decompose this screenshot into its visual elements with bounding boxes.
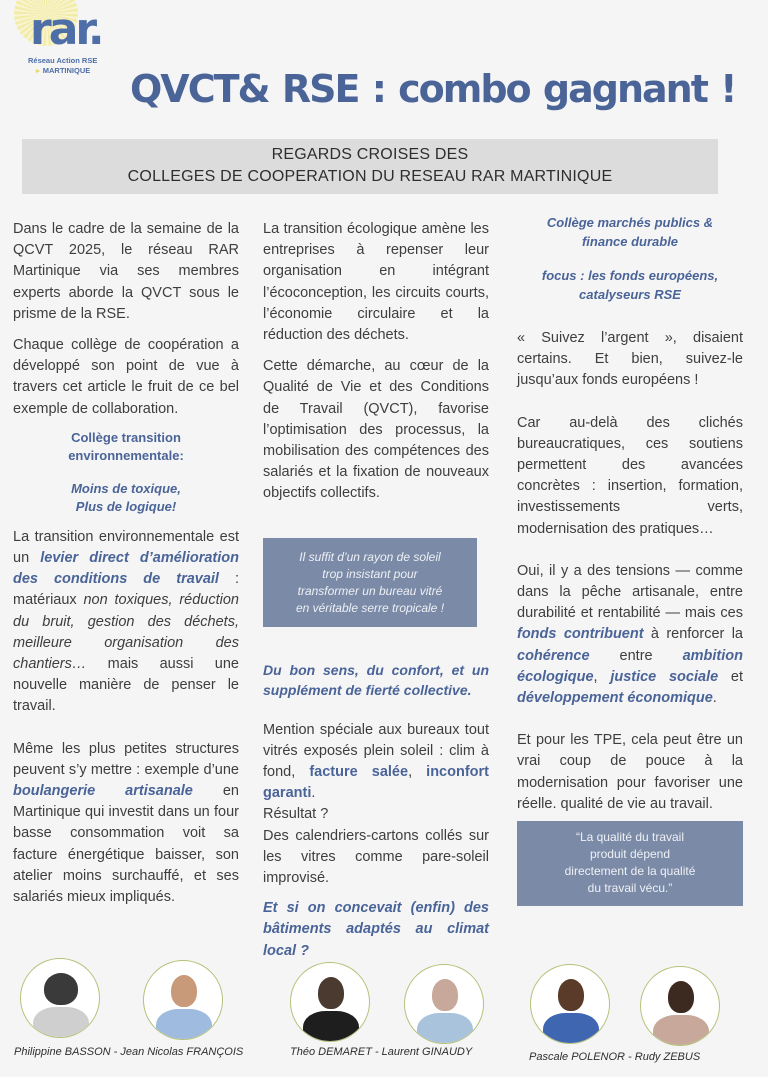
logo-mark: rar. xyxy=(30,4,102,55)
column-environment xyxy=(13,219,239,908)
callout-line: trop insistant pour xyxy=(322,566,418,581)
avatar-pascale-polenor xyxy=(530,964,610,1044)
text: , xyxy=(593,668,611,685)
text: Mention spéciale aux bureaux tout vitrés exposés plein soleil : clim à fond, xyxy=(263,721,489,781)
paragraph-levier xyxy=(13,527,239,718)
highlight-justice: justice sociale xyxy=(610,668,719,685)
avatar-rudy-zebus xyxy=(640,966,720,1046)
logo-region xyxy=(36,66,90,75)
italic-list: non toxiques, réduction du bruit, gestion des déchets, meilleure organisation des chantiers… xyxy=(13,592,239,673)
closing-question: Et si on concevait (enfin) des bâtiments adaptés au climat local ? xyxy=(263,900,489,959)
person-icon xyxy=(668,981,694,1013)
logo-region-text: MARTINIQUE xyxy=(42,66,91,75)
banner-line-1: REGARDS CROISES DES xyxy=(271,146,469,163)
person-body-icon xyxy=(33,1007,89,1038)
paragraph-resultat: Résultat ? xyxy=(263,806,329,823)
text: . xyxy=(311,785,316,802)
highlight-developpement: développement économique xyxy=(517,690,713,707)
caption-3: Pascale POLENOR - Rudy ZEBUS xyxy=(529,1051,701,1063)
college-heading: Collège transition environnementale: xyxy=(68,429,184,464)
highlight-levier: levier direct d’amélioration des conditions de travail xyxy=(13,550,239,588)
paragraph-tensions xyxy=(517,561,743,709)
quote-line: directement de la qualité xyxy=(564,864,696,879)
tagline-1: Moins de toxique, xyxy=(71,480,181,496)
avatar-laurent-ginaudy xyxy=(404,964,484,1044)
paragraph-argent: « Suivez l’argent », disaient certains. Et bien, suivez-le jusqu’aux fonds européens ! xyxy=(517,330,743,389)
highlight-ambition: ambition écologique xyxy=(517,647,743,685)
logo-subtitle: Réseau Action RSE xyxy=(28,56,98,65)
text: : matériaux xyxy=(13,571,240,609)
arrow-icon: ▸ xyxy=(36,66,40,75)
college-heading: Collège marchés publics & finance durable xyxy=(546,215,714,249)
page-title: QVCT& RSE : combo gagnant ! xyxy=(130,67,736,111)
caption-2: Théo DEMARET - Laurent GINAUDY xyxy=(290,1046,473,1058)
callout-box xyxy=(263,538,477,627)
highlight-facture: facture salée xyxy=(309,764,409,781)
text: entre xyxy=(589,647,683,664)
person-icon xyxy=(171,975,197,1007)
quote-line: du travail vécu.” xyxy=(587,881,673,896)
text: en Martinique qui investit dans un four basse consommation voit sa facture énergétique baisser, son atelier moins surchauffé, et ses salariés mieux impliqués. xyxy=(13,783,239,906)
person-body-icon xyxy=(653,1015,709,1046)
quote-box xyxy=(517,821,743,906)
intro-paragraph-2: Chaque collège de coopération a développé son point de vue à travers cet article le fruit de ce bel exemple de collaboration. xyxy=(13,337,239,417)
text: mais aussi une nouvelle manière de penser le travail. xyxy=(13,656,239,715)
quote-line: “La qualité du travail xyxy=(575,830,685,845)
focus-heading: focus : les fonds européens, catalyseurs RSE xyxy=(541,268,719,302)
text: La transition environnementale est un xyxy=(13,528,239,567)
column-finance xyxy=(517,214,743,906)
avatar-jean-nicolas-francois xyxy=(143,960,223,1040)
paragraph-qvct: Cette démarche, au cœur de la Qualité de Vie et des Conditions de Travail (QVCT), favorise l’optimisation des processus, la mobilisation des compétences des salariés et la fixation de nouveaux objectifs collectifs. xyxy=(263,358,489,502)
quote-line: produit dépend xyxy=(589,847,671,862)
paragraph-boulangerie xyxy=(13,739,239,909)
avatar-philippine-basson xyxy=(20,958,100,1038)
column-ecology xyxy=(263,219,489,962)
highlight-coherence: cohérence xyxy=(517,647,590,664)
person-icon xyxy=(44,973,78,1005)
avatar-theo-demaret xyxy=(290,962,370,1042)
highlight-inconfort: inconfort garanti xyxy=(263,764,489,802)
person-icon xyxy=(558,979,584,1011)
tagline-2: Plus de logique! xyxy=(75,499,177,515)
text: , xyxy=(408,764,427,781)
subheading-bon-sens: Du bon sens, du confort, et un supplément de fierté collective. xyxy=(263,661,489,698)
text: Oui, il y a des tensions — comme dans la pêche artisanale, entre durabilité et rentabilité — mais ces xyxy=(517,562,743,622)
text: Même les plus petites structures peuvent s’y mettre : exemple d’une xyxy=(13,740,239,778)
person-body-icon xyxy=(543,1013,599,1044)
callout-line: Il suffit d’un rayon de soleil xyxy=(299,549,441,564)
person-body-icon xyxy=(156,1009,212,1040)
highlight-fonds: fonds contribuent xyxy=(517,626,644,643)
person-icon xyxy=(432,979,458,1011)
callout-line: en véritable serre tropicale ! xyxy=(295,600,445,615)
section-banner xyxy=(22,139,718,194)
paragraph-calendriers: Des calendriers-cartons collés sur les vitres comme pare-soleil improvisé. xyxy=(263,827,489,887)
person-icon xyxy=(318,977,344,1009)
paragraph-mention xyxy=(263,720,489,805)
text: à renforcer la xyxy=(643,626,743,643)
callout-line: transformer un bureau vitré xyxy=(297,583,443,598)
banner-line-2: COLLEGES DE COOPERATION DU RESEAU RAR MARTINIQUE xyxy=(127,168,613,185)
paragraph-transition: La transition écologique amène les entreprises à repenser leur organisation en intégrant l’écoconception, les circuits courts, l’économie circulaire et la réduction des déchets. xyxy=(263,221,489,344)
text: et xyxy=(718,668,743,685)
highlight-boulangerie: boulangerie artisanale xyxy=(13,783,193,800)
paragraph-cliches: Car au-delà des clichés bureaucratiques, ces soutiens permettent des avancées concrètes : insertion, formation, investissements verts, modernisation des pratiques… xyxy=(517,414,743,537)
intro-paragraph: Dans le cadre de la semaine de la QCVT 2025, le réseau RAR Martinique via ses membres experts aborde la QVCT sous le prisme de la RSE. xyxy=(13,221,239,322)
paragraph-tpe: Et pour les TPE, cela peut être un vrai coup de pouce à la modernisation pour favoriser une réelle. qualité de vie au travail. xyxy=(517,732,743,812)
rar-logo xyxy=(8,0,118,80)
caption-1: Philippine BASSON - Jean Nicolas FRANÇOIS xyxy=(14,1046,244,1058)
text: . xyxy=(712,690,717,707)
person-body-icon xyxy=(417,1013,473,1044)
team-section xyxy=(0,958,768,1077)
person-body-icon xyxy=(303,1011,359,1042)
